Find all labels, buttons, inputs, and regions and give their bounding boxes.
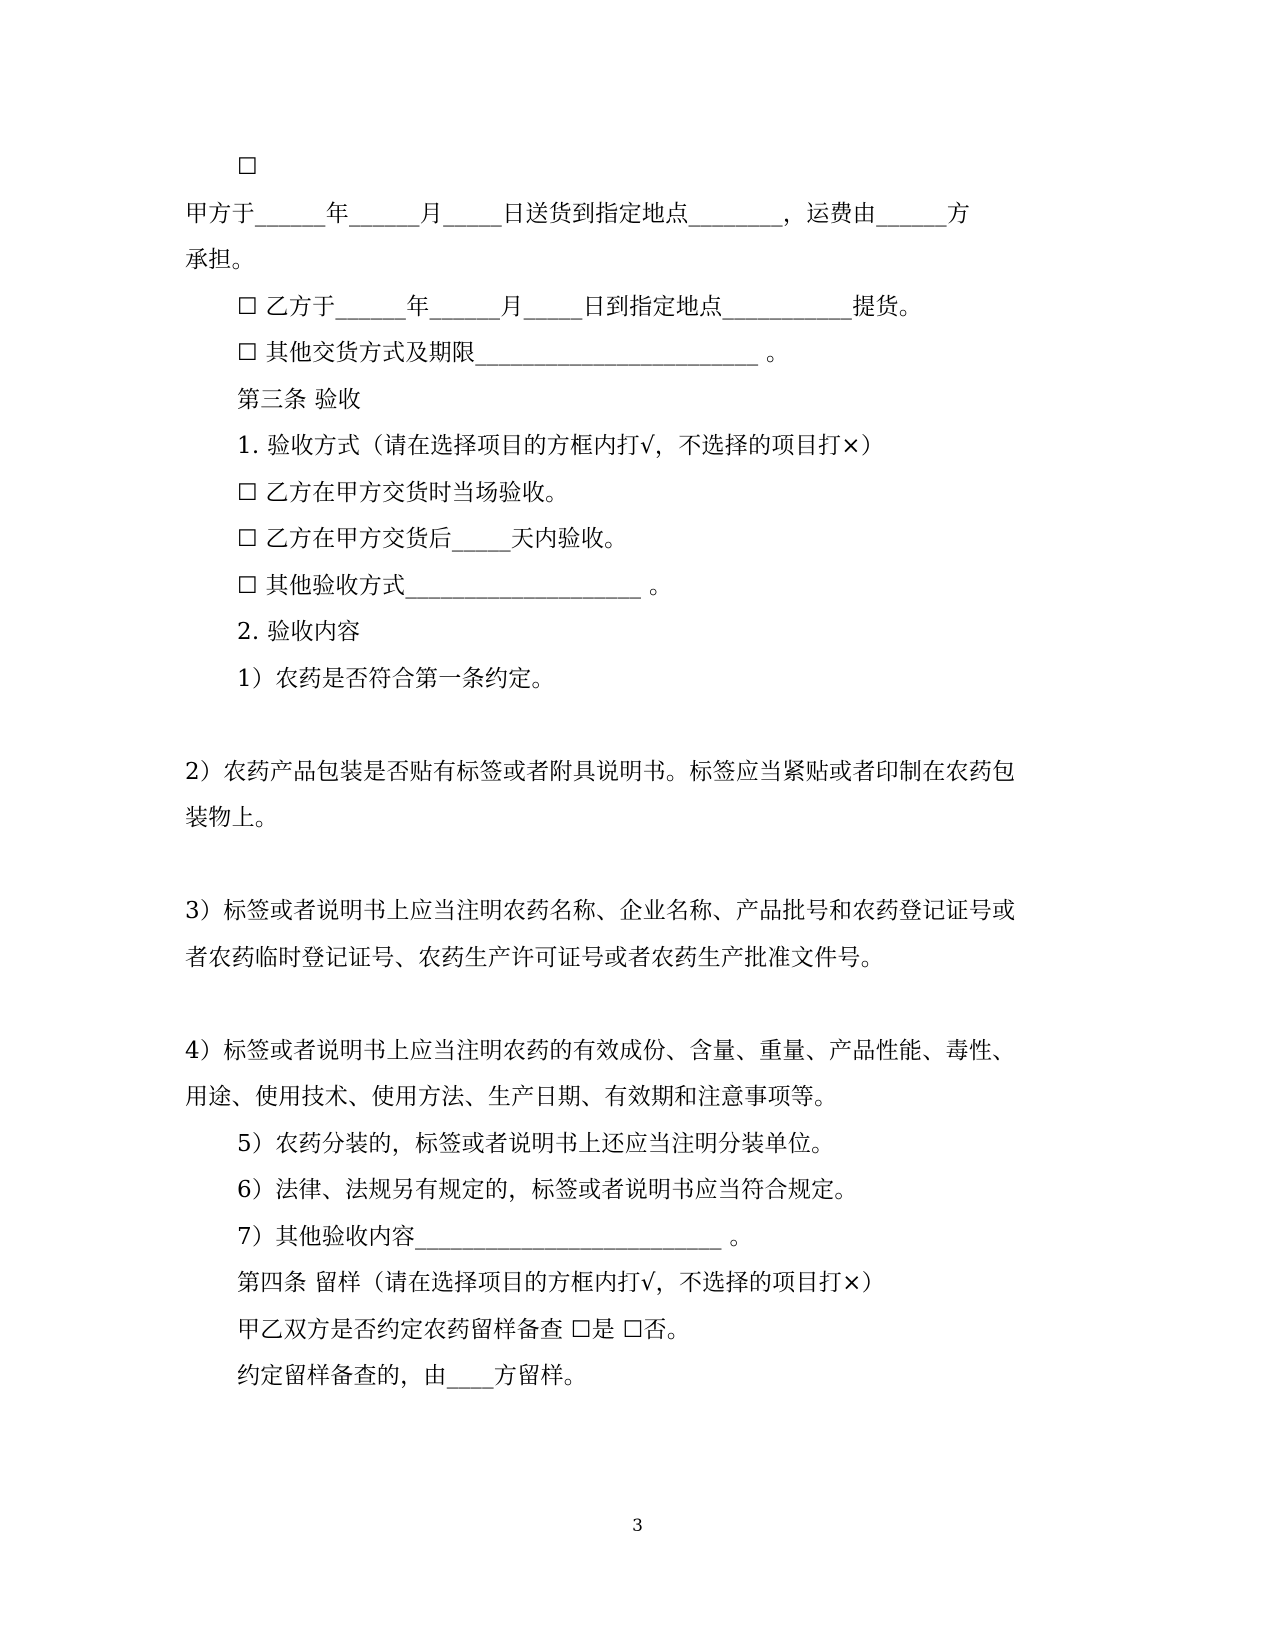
inspection-method-heading: 1. 验收方式（请在选择项目的方框内打√，不选择的项目打×） — [237, 433, 885, 459]
sample-keeper-line: 约定留样备查的，由____方留样。 — [237, 1363, 588, 1389]
delivery-line-cont: 承担。 — [185, 247, 255, 273]
inspection-item-4: 4）标签或者说明书上应当注明农药的有效成份、含量、重量、产品性能、毒性、 — [185, 1038, 1016, 1064]
inspection-item-6: 6）法律、法规另有规定的，标签或者说明书应当符合规定。 — [237, 1177, 858, 1203]
inspection-item-2-cont: 装物上。 — [185, 805, 279, 831]
delivery-line: 甲方于______年______月_____日送货到指定地点________，运费由______方 — [185, 201, 971, 227]
inspection-item-5: 5）农药分装的，标签或者说明书上还应当注明分装单位。 — [237, 1131, 835, 1157]
inspection-item-3: 3）标签或者说明书上应当注明农药名称、企业名称、产品批号和农药登记证号或 — [185, 898, 1016, 924]
article-3-heading: 第三条 验收 — [237, 387, 362, 413]
pickup-option: ☐ 乙方于______年______月_____日到指定地点___________提货。 — [237, 294, 923, 320]
sample-agreement-line: 甲乙双方是否约定农药留样备查 ☐是 ☐否。 — [237, 1317, 691, 1343]
inspection-item-4-cont: 用途、使用技术、使用方法、生产日期、有效期和注意事项等。 — [185, 1084, 838, 1110]
inspection-item-7: 7）其他验收内容__________________________ 。 — [237, 1224, 753, 1250]
inspection-option-days: ☐ 乙方在甲方交货后_____天内验收。 — [237, 526, 628, 552]
other-delivery-option: ☐ 其他交货方式及期限________________________ 。 — [237, 340, 790, 366]
checkbox-line: ☐ — [237, 154, 258, 180]
inspection-item-3-cont: 者农药临时登记证号、农药生产许可证号或者农药生产批准文件号。 — [185, 945, 884, 971]
page-number: 3 — [632, 1516, 643, 1536]
inspection-item-2: 2）农药产品包装是否贴有标签或者附具说明书。标签应当紧贴或者印制在农药包 — [185, 759, 1016, 785]
inspection-content-heading: 2. 验收内容 — [237, 619, 361, 645]
article-4-heading: 第四条 留样（请在选择项目的方框内打√，不选择的项目打×） — [237, 1270, 885, 1296]
inspection-item-1: 1）农药是否符合第一条约定。 — [237, 666, 555, 692]
inspection-option-onsite: ☐ 乙方在甲方交货时当场验收。 — [237, 480, 569, 506]
inspection-option-other: ☐ 其他验收方式____________________ 。 — [237, 573, 673, 599]
